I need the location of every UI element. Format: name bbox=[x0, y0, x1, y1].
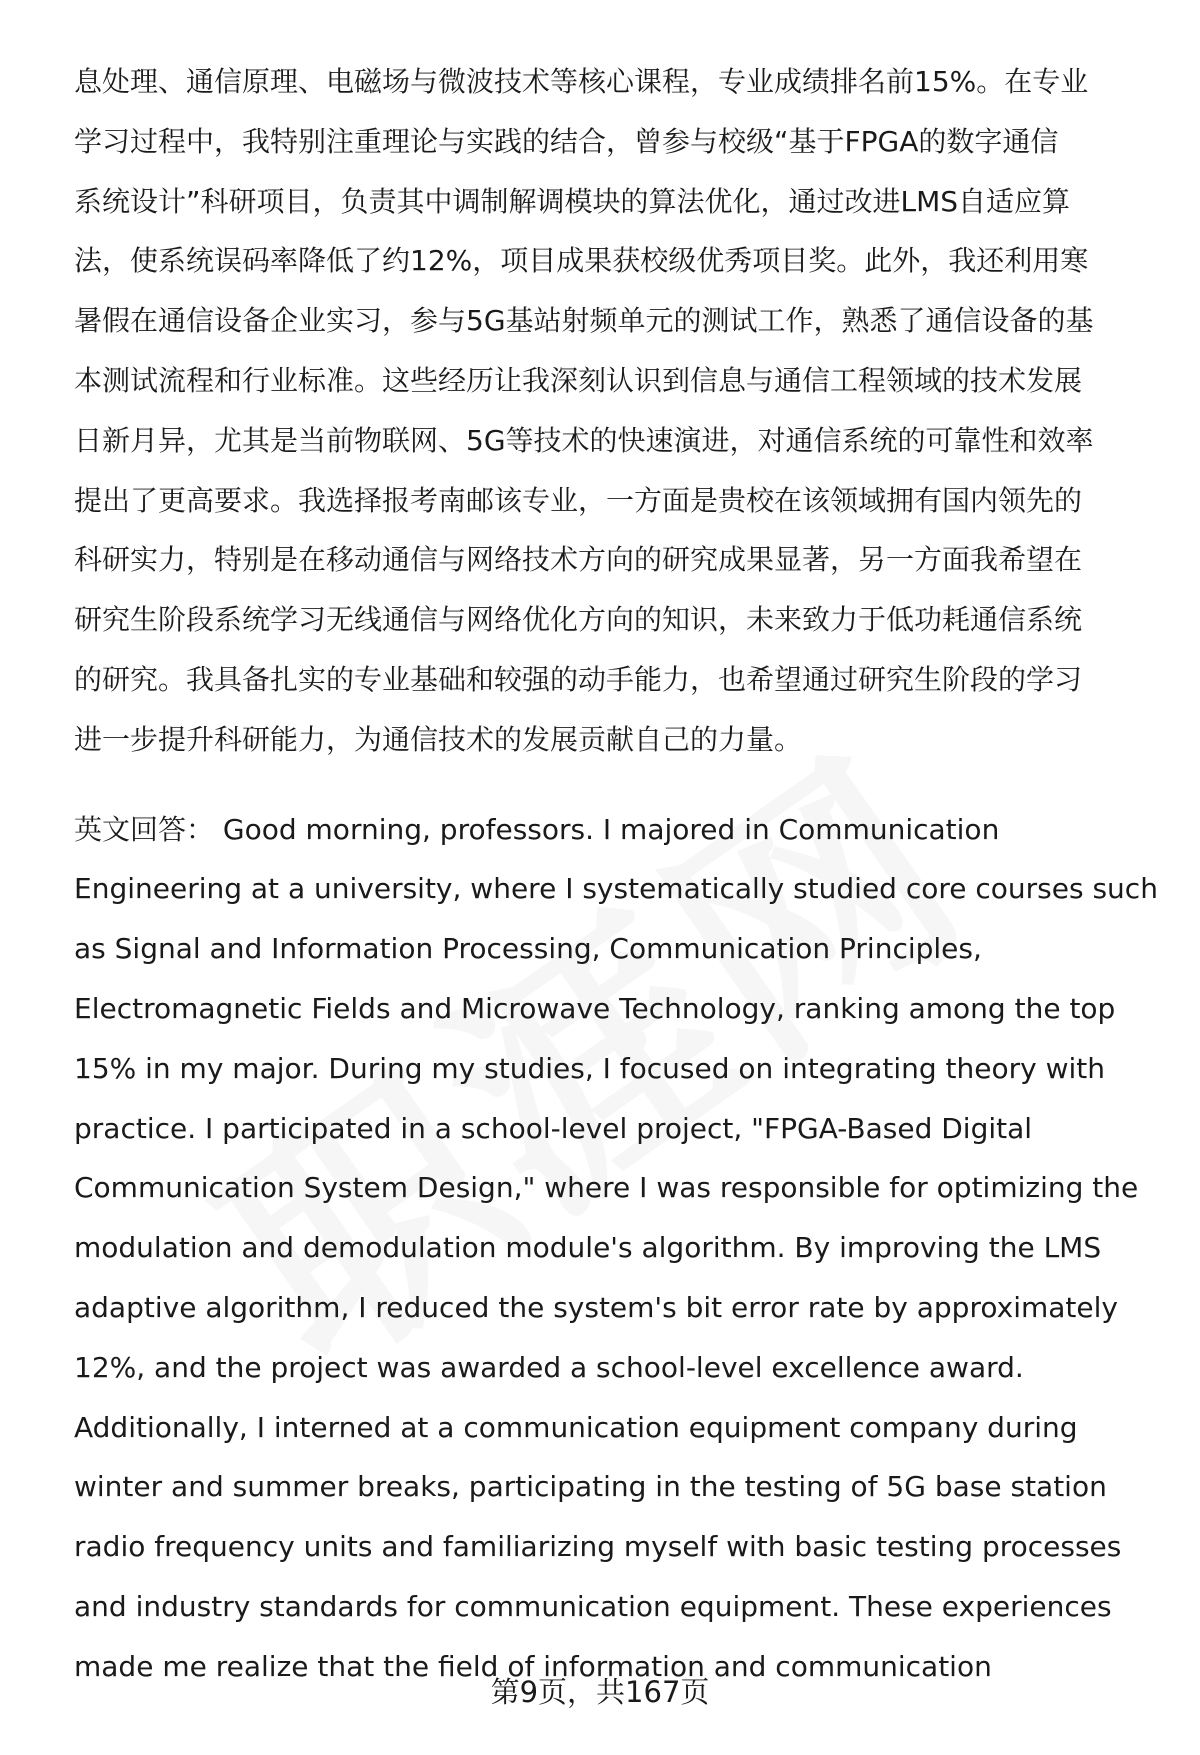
text-line: modulation and demodulation module's algorithm. By improving the LMS bbox=[74, 1231, 1102, 1265]
text-line: 研究生阶段系统学习无线通信与网络优化方向的知识，未来致力于低功耗通信系统 bbox=[74, 603, 1083, 637]
text-line: 进一步提升科研能力，为通信技术的发展贡献自己的力量。 bbox=[74, 722, 803, 756]
text-line: practice. I participated in a school-level project, "FPGA-Based Digital bbox=[74, 1111, 1033, 1145]
text-line: winter and summer breaks, participating in the testing of 5G base station bbox=[74, 1470, 1107, 1504]
text-line: made me realize that the field of information and communication bbox=[74, 1649, 992, 1683]
paragraph-gap bbox=[74, 770, 1159, 800]
text-line: 暑假在通信设备企业实习，参与5G基站射频单元的测试工作，熟悉了通信设备的基 bbox=[74, 304, 1094, 338]
text-line: Additionally, I interned at a communication equipment company during bbox=[74, 1410, 1078, 1444]
document-body bbox=[74, 52, 1159, 1697]
text-line: 本测试流程和行业标准。这些经历让我深刻认识到信息与通信工程领域的技术发展 bbox=[74, 363, 1083, 397]
text-line: 15% in my major. During my studies, I focused on integrating theory with bbox=[74, 1051, 1106, 1085]
text-line: Communication System Design," where I was responsible for optimizing the bbox=[74, 1171, 1139, 1205]
text-line: 的研究。我具备扎实的专业基础和较强的动手能力，也希望通过研究生阶段的学习 bbox=[74, 662, 1083, 696]
page-number: 第9页，共167页 bbox=[490, 1675, 710, 1709]
text-line: as Signal and Information Processing, Communication Principles, bbox=[74, 932, 982, 966]
text-line: 学习过程中，我特别注重理论与实践的结合，曾参与校级“基于FPGA的数字通信 bbox=[74, 124, 1059, 158]
text-line: 英文回答： Good morning, professors. I majored in Communication bbox=[74, 812, 1000, 846]
text-line: 系统设计”科研项目，负责其中调制解调模块的算法优化，通过改进LMS自适应算 bbox=[74, 184, 1071, 218]
text-line: 息处理、通信原理、电磁场与微波技术等核心课程，专业成绩排名前15%。在专业 bbox=[74, 65, 1089, 98]
text-line: 提出了更高要求。我选择报考南邮该专业，一方面是贵校在该领域拥有国内领先的 bbox=[74, 483, 1083, 517]
text-line: 法，使系统误码率降低了约12%，项目成果获校级优秀项目奖。此外，我还利用寒 bbox=[74, 244, 1089, 278]
english-paragraph bbox=[74, 800, 1159, 1697]
text-line: Electromagnetic Fields and Microwave Technology, ranking among the top bbox=[74, 991, 1116, 1025]
text-line: adaptive algorithm, I reduced the system's bit error rate by approximately bbox=[74, 1290, 1118, 1324]
text-line: 日新月异，尤其是当前物联网、5G等技术的快速演进，对通信系统的可靠性和效率 bbox=[74, 423, 1094, 457]
text-line: 12%, and the project was awarded a school-level excellence award. bbox=[74, 1350, 1024, 1384]
text-line: radio frequency units and familiarizing myself with basic testing processes bbox=[74, 1530, 1122, 1564]
chinese-paragraph bbox=[74, 52, 1159, 770]
text-line: Engineering at a university, where I systematically studied core courses such bbox=[74, 872, 1158, 906]
text-line: and industry standards for communication equipment. These experiences bbox=[74, 1589, 1112, 1623]
text-line: 科研实力，特别是在移动通信与网络技术方向的研究成果显著，另一方面我希望在 bbox=[74, 543, 1083, 577]
